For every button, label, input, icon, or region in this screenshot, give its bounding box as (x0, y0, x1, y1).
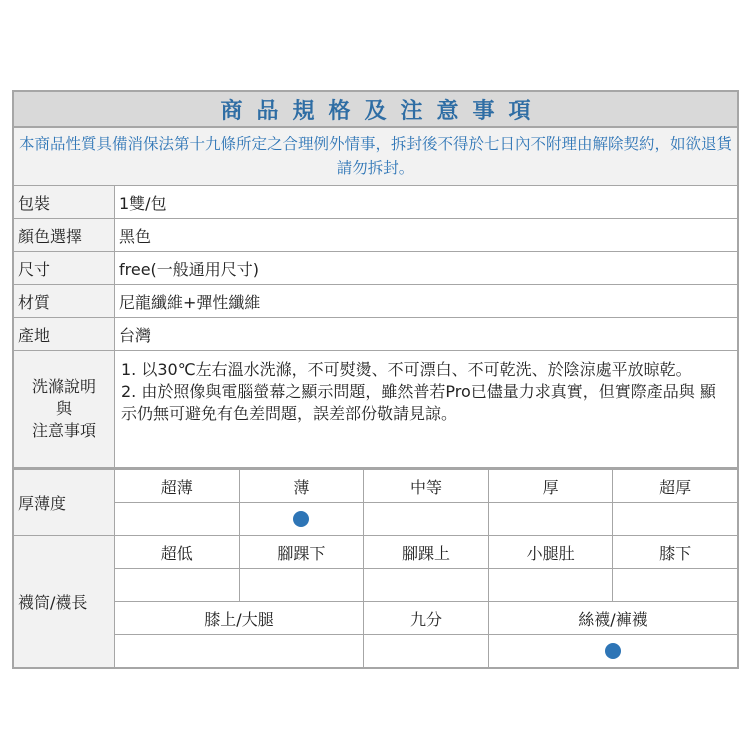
thickness-option: 超厚 (659, 477, 692, 497)
thickness-mark-cell (613, 503, 737, 535)
spec-row-material (14, 285, 737, 318)
thickness-mark-cell (364, 503, 489, 535)
spec-row-color (14, 219, 737, 252)
length-mark-cell (364, 635, 489, 667)
length-option: 膝下 (659, 543, 692, 563)
length-label: 襪筒/襪長 (14, 536, 115, 667)
spec-row-origin (14, 318, 737, 351)
length-marks-row2 (115, 635, 737, 667)
thickness-mark-cell (240, 503, 365, 535)
thickness-row (14, 470, 737, 536)
length-mark-cell (613, 569, 737, 601)
thickness-option: 中等 (364, 470, 489, 502)
wash-label-line: 與 (55, 399, 72, 418)
selected-dot-icon (605, 643, 621, 659)
return-policy-notice: 本商品性質具備消保法第十九條所定之合理例外情事，拆封後不得於七日內不附理由解除契約，如欲退貨請勿拆封。 (14, 128, 737, 186)
length-mark-cell (489, 635, 737, 667)
spec-row-packaging (14, 186, 737, 219)
product-spec-table (12, 90, 739, 669)
wash-item-1: 1. 以30℃左右溫水洗滌，不可熨燙、不可漂白、不可乾洗、於陰涼處平放晾乾。 (121, 360, 692, 379)
spec-label: 顏色選擇 (14, 219, 115, 251)
length-marks-row1 (115, 569, 737, 602)
length-mark-cell (489, 569, 614, 601)
spec-value: free(一般通用尺寸) (119, 259, 260, 279)
spec-row-size (14, 252, 737, 285)
length-option: 超低 (115, 536, 240, 568)
wash-item-2: 2. 由於照像與電腦螢幕之顯示問題，雖然普若Pro已儘量力求真實，但實際產品與 顯示仍無可避免有色差問題，誤差部份敬請見諒。 (121, 382, 716, 423)
thickness-mark-cell (489, 503, 614, 535)
thickness-option: 薄 (240, 470, 365, 502)
length-option: 膝上/大腿 (115, 602, 364, 634)
spec-value: 1雙/包 (119, 193, 167, 213)
spec-label: 包裝 (14, 186, 115, 218)
spec-value: 黑色 (119, 226, 152, 246)
thickness-label: 厚薄度 (14, 470, 115, 535)
length-option: 絲襪/褲襪 (578, 609, 648, 629)
spec-value: 尼龍纖維+彈性纖維 (119, 292, 261, 312)
length-mark-cell (364, 569, 489, 601)
spec-row-wash-instructions (14, 351, 737, 470)
length-row (14, 536, 737, 667)
spec-label: 產地 (14, 318, 115, 350)
length-option: 九分 (364, 602, 489, 634)
wash-label-line: 洗滌說明 (31, 377, 96, 396)
length-option: 腳踝下 (240, 536, 365, 568)
length-mark-cell (240, 569, 365, 601)
length-option: 小腿肚 (489, 536, 614, 568)
length-mark-cell (115, 569, 240, 601)
thickness-option: 超薄 (115, 470, 240, 502)
spec-label: 尺寸 (14, 252, 115, 284)
selected-dot-icon (293, 511, 309, 527)
thickness-options (115, 470, 737, 503)
thickness-mark-cell (115, 503, 240, 535)
thickness-option: 厚 (489, 470, 614, 502)
length-option: 腳踝上 (364, 536, 489, 568)
wash-label (14, 351, 115, 467)
spec-title: 商品規格及注意事項 (14, 92, 737, 128)
wash-label-line: 注意事項 (31, 421, 96, 440)
spec-label: 材質 (14, 285, 115, 317)
spec-value: 台灣 (119, 325, 152, 345)
thickness-marks (115, 503, 737, 535)
length-options-row1 (115, 536, 737, 569)
length-mark-cell (115, 635, 364, 667)
length-options-row2 (115, 602, 737, 635)
wash-value (115, 351, 737, 467)
